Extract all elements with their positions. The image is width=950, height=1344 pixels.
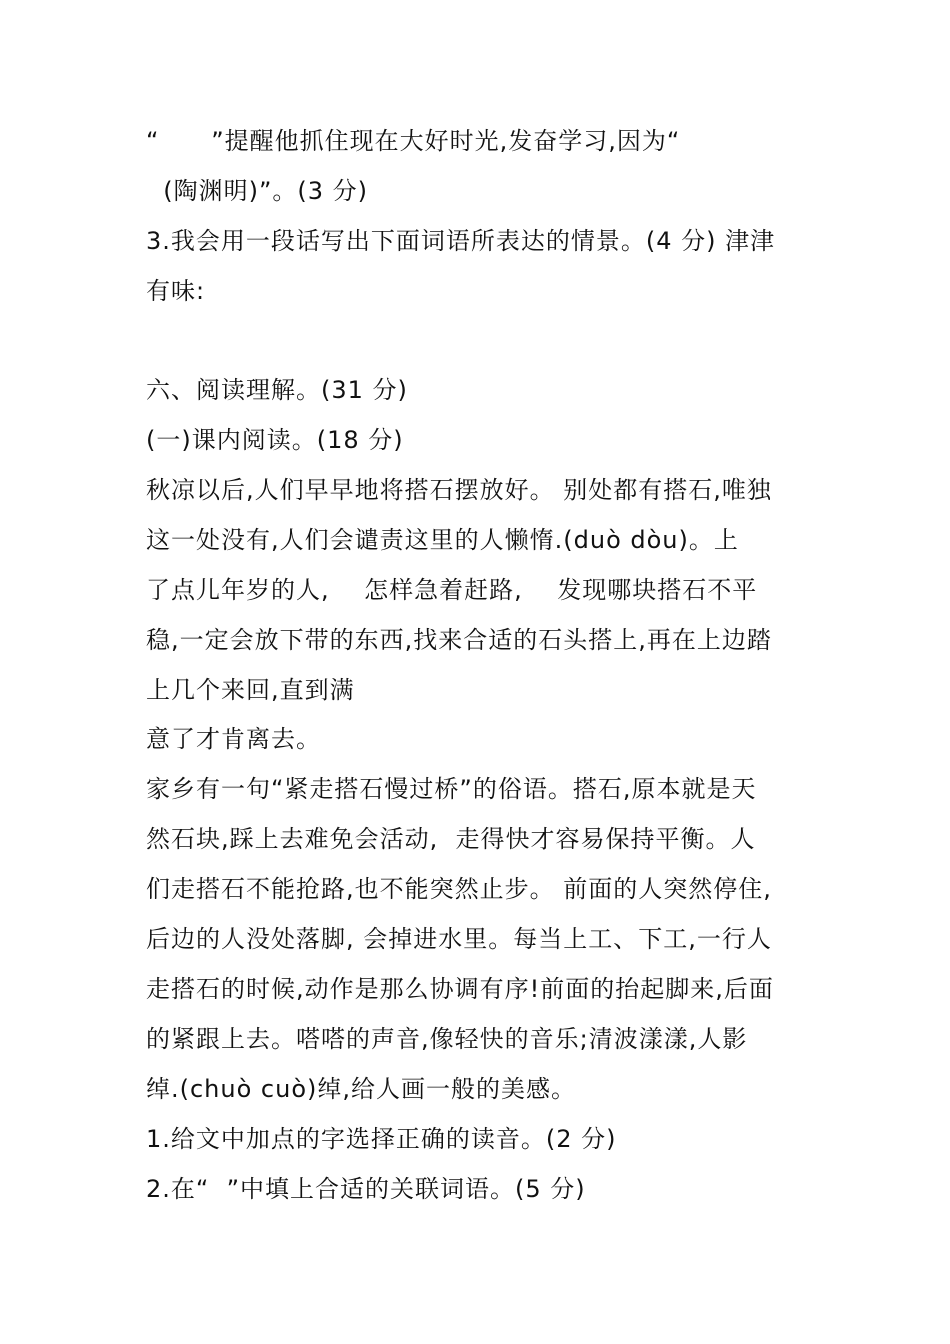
question-1-line: 1.给文中加点的字选择正确的读音。(2 分)	[146, 1125, 617, 1153]
text-line: 有味:	[146, 277, 206, 305]
passage-line: 然石块,踩上去难免会活动, 走得快才容易保持平衡。人	[146, 825, 756, 853]
passage-line: 家乡有一句“紧走搭石慢过桥”的俗语。搭石,原本就是天	[146, 775, 757, 803]
section-6-heading: 六、阅读理解。(31 分)	[146, 376, 408, 404]
text-line: “ ”提醒他抓住现在大好时光,发奋学习,因为“	[146, 127, 681, 155]
passage-line: 后边的人没处落脚, 会掉进水里。每当上工、下工,一行人	[146, 925, 772, 953]
passage-line: 了点儿年岁的人, 怎样急着赶路, 发现哪块搭石不平	[146, 576, 758, 604]
subsection-heading: (一)课内阅读。(18 分)	[146, 426, 404, 454]
passage-line: 绰.(chuò cuò)绰,给人画一般的美感。	[146, 1075, 577, 1103]
passage-line: 们走搭石不能抢路,也不能突然止步。 前面的人突然停住,	[146, 875, 772, 903]
passage-line: 秋凉以后,人们早早地将搭石摆放好。 别处都有搭石,唯独	[146, 476, 772, 504]
passage-line: 意了才肯离去。	[146, 725, 321, 753]
question-3-line: 3.我会用一段话写出下面词语所表达的情景。(4 分) 津津	[146, 227, 776, 255]
text-line: (陶渊明)”。(3 分)	[146, 177, 369, 205]
passage-line: 这一处没有,人们会谴责这里的人懒惰.(duò dòu)。上	[146, 526, 739, 554]
passage-line: 上几个来回,直到满	[146, 676, 355, 704]
passage-line: 走搭石的时候,动作是那么协调有序!前面的抬起脚来,后面	[146, 975, 774, 1003]
passage-line: 的紧跟上去。嗒嗒的声音,像轻快的音乐;清波漾漾,人影	[146, 1025, 748, 1053]
question-2-line: 2.在“ ”中填上合适的关联词语。(5 分)	[146, 1175, 586, 1203]
passage-line: 稳,一定会放下带的东西,找来合适的石头搭上,再在上边踏	[146, 626, 772, 654]
